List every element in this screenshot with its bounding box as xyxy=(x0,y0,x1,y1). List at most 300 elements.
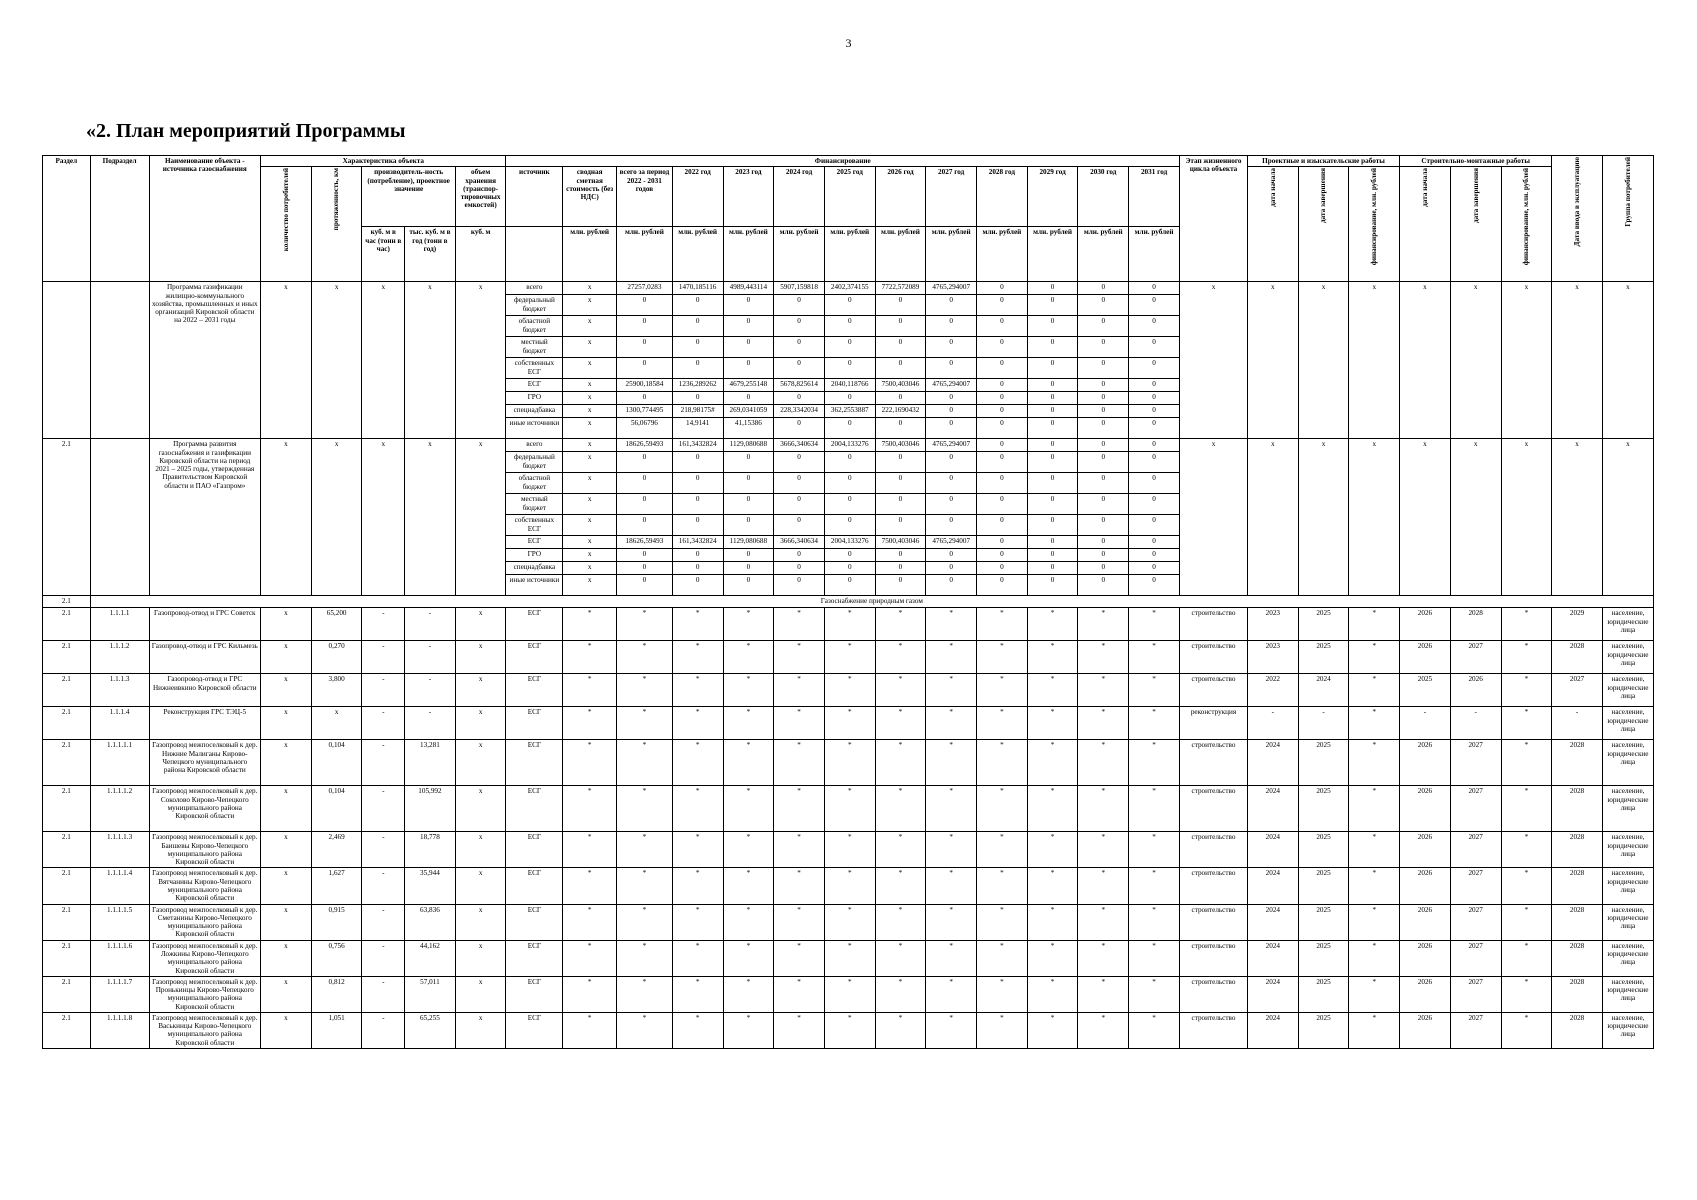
cell-length: 1,627 xyxy=(311,868,362,904)
cell-construction-start: 2026 xyxy=(1400,740,1451,786)
cell-value: 0 xyxy=(1129,337,1180,358)
cell-capacity-hour: - xyxy=(362,707,405,740)
cell-value: 0 xyxy=(1078,536,1129,549)
unit-empty xyxy=(506,227,563,282)
cell-value: * xyxy=(723,674,774,707)
cell-value: * xyxy=(824,904,875,940)
cell-value: 0 xyxy=(1129,405,1180,418)
cell-design-financing: * xyxy=(1349,976,1400,1012)
cell-value: * xyxy=(824,608,875,641)
cell-value: 1236,289262 xyxy=(672,379,723,392)
cell-razdel: 2.1 xyxy=(43,740,91,786)
cell-value: 269,0341059 xyxy=(723,405,774,418)
cell-value: 1129,080688 xyxy=(723,536,774,549)
cell-lifecycle: строительство xyxy=(1180,868,1248,904)
cell-value: * xyxy=(1129,904,1180,940)
cell-value: 0 xyxy=(774,418,825,439)
cell-value: 0 xyxy=(1129,295,1180,316)
cell-value: х xyxy=(563,418,617,439)
cell-consumers: х xyxy=(261,707,312,740)
cell-value: * xyxy=(977,976,1028,1012)
cell-source: ЕСГ xyxy=(506,536,563,549)
cell-value: 0 xyxy=(824,316,875,337)
cell-source: ЕСГ xyxy=(506,379,563,392)
cell-value: 161,3432824 xyxy=(672,439,723,452)
cell-lifecycle: строительство xyxy=(1180,976,1248,1012)
cell-commissioning: - xyxy=(1552,707,1603,740)
cell-value: * xyxy=(1078,904,1129,940)
cell-value: * xyxy=(1027,1012,1078,1048)
cell-capacity-year: 105,992 xyxy=(405,786,456,832)
cell-value: 0 xyxy=(1129,379,1180,392)
cell-value: * xyxy=(672,641,723,674)
cell-commissioning: 2029 xyxy=(1552,608,1603,641)
cell-value: * xyxy=(875,641,926,674)
cell-source: ЕСГ xyxy=(506,641,563,674)
cell-x: х xyxy=(1552,439,1603,596)
cell-value: 0 xyxy=(824,575,875,596)
cell-value: 0 xyxy=(926,473,977,494)
cell-value: 0 xyxy=(1027,452,1078,473)
cell-value: 0 xyxy=(824,549,875,562)
cell-value: 0 xyxy=(977,379,1028,392)
cell-value: х xyxy=(563,358,617,379)
cell-x: х xyxy=(1298,439,1349,596)
cell-object-name: Газопровод межпоселковый к дер. Баишевы Кирово-Чепецкого муниципального района Кировской области xyxy=(149,832,261,868)
cell-value: * xyxy=(617,641,673,674)
cell-source: федеральный бюджет xyxy=(506,295,563,316)
cell-razdel: 2.1 xyxy=(43,641,91,674)
cell-value: 0 xyxy=(723,575,774,596)
cell-value: 0 xyxy=(926,575,977,596)
cell-value: 0 xyxy=(672,515,723,536)
cell-design-financing: * xyxy=(1349,832,1400,868)
cell-length: 0,915 xyxy=(311,904,362,940)
cell-value: * xyxy=(1078,608,1129,641)
cell-x: х xyxy=(405,439,456,596)
cell-value: 0 xyxy=(1129,316,1180,337)
cell-value: х xyxy=(563,295,617,316)
cell-value: * xyxy=(875,904,926,940)
financing-row xyxy=(43,439,1654,452)
cell-value: * xyxy=(563,740,617,786)
cell-value: * xyxy=(617,674,673,707)
cell-value: * xyxy=(926,904,977,940)
cell-value: 0 xyxy=(824,494,875,515)
cell-capacity-year: 18,778 xyxy=(405,832,456,868)
cell-value: * xyxy=(1027,786,1078,832)
cell-value: * xyxy=(672,940,723,976)
cell-value: 0 xyxy=(977,575,1028,596)
cell-value: 7500,403046 xyxy=(875,439,926,452)
cell-capacity-hour: - xyxy=(362,904,405,940)
cell-value: 18626,59493 xyxy=(617,536,673,549)
cell-value: 0 xyxy=(926,515,977,536)
cell-design-financing: * xyxy=(1349,1012,1400,1048)
cell-value: * xyxy=(977,832,1028,868)
cell-value: 0 xyxy=(1129,536,1180,549)
cell-value: * xyxy=(617,832,673,868)
cell-value: 0 xyxy=(875,575,926,596)
cell-construction-start: 2026 xyxy=(1400,1012,1451,1048)
cell-value: * xyxy=(723,740,774,786)
header-year: 2023 год xyxy=(723,167,774,227)
unit-mln: млн. рублей xyxy=(672,227,723,282)
cell-object-name: Газопровод межпоселковый к дер. Нижние Малиганы Кирово-Чепецкого муниципального района Кировской области xyxy=(149,740,261,786)
cell-value: * xyxy=(875,940,926,976)
cell-value: 0 xyxy=(977,337,1028,358)
cell-value: х xyxy=(563,494,617,515)
cell-source: ЕСГ xyxy=(506,976,563,1012)
cell-value: 0 xyxy=(672,452,723,473)
cell-value: 7500,403046 xyxy=(875,536,926,549)
cell-value: * xyxy=(824,786,875,832)
cell-value: * xyxy=(774,1012,825,1048)
cell-value: 0 xyxy=(1078,282,1129,295)
cell-value: * xyxy=(672,1012,723,1048)
header-design-works: Проектные и изыскательские работы xyxy=(1247,156,1399,167)
cell-value: 4765,294007 xyxy=(926,536,977,549)
header-year: 2029 год xyxy=(1027,167,1078,227)
cell-value: 0 xyxy=(1027,536,1078,549)
cell-value: 0 xyxy=(672,295,723,316)
unit-mln: млн. рублей xyxy=(723,227,774,282)
cell-value: * xyxy=(1027,674,1078,707)
cell-lifecycle: строительство xyxy=(1180,641,1248,674)
cell-value: 0 xyxy=(1078,515,1129,536)
cell-storage: х xyxy=(455,740,506,786)
cell-source: ЕСГ xyxy=(506,740,563,786)
cell-length: 1,051 xyxy=(311,1012,362,1048)
unit-cubic-per-hour: куб. м в час (тонн в час) xyxy=(362,227,405,282)
cell-value: * xyxy=(1129,641,1180,674)
cell-commissioning: 2027 xyxy=(1552,674,1603,707)
cell-value: 27257,0283 xyxy=(617,282,673,295)
cell-value: 0 xyxy=(1129,358,1180,379)
cell-consumer-group: население, юридические лица xyxy=(1602,740,1653,786)
cell-value: 7722,572089 xyxy=(875,282,926,295)
header-year: 2026 год xyxy=(875,167,926,227)
cell-value: 4765,294007 xyxy=(926,282,977,295)
object-row xyxy=(43,832,1654,868)
cell-design-end: 2025 xyxy=(1298,868,1349,904)
cell-value: 0 xyxy=(617,316,673,337)
cell-podrazdel: 1.1.1.1.4 xyxy=(90,868,149,904)
cell-value: * xyxy=(1129,674,1180,707)
cell-design-financing: * xyxy=(1349,868,1400,904)
header-year: 2024 год xyxy=(774,167,825,227)
cell-razdel: 2.1 xyxy=(43,976,91,1012)
cell-capacity-hour: - xyxy=(362,868,405,904)
cell-value: 0 xyxy=(1129,282,1180,295)
cell-value: * xyxy=(1078,832,1129,868)
cell-value: 0 xyxy=(824,337,875,358)
cell-construction-end: 2026 xyxy=(1450,674,1501,707)
cell-value: 0 xyxy=(1027,316,1078,337)
cell-value: * xyxy=(723,868,774,904)
cell-podrazdel: 1.1.1.2 xyxy=(90,641,149,674)
cell-object-name: Газопровод межпоселковый к дер. Ложкины Кирово-Чепецкого муниципального района Кировской области xyxy=(149,940,261,976)
cell-value: 0 xyxy=(875,494,926,515)
cell-value: * xyxy=(926,832,977,868)
cell-value: 0 xyxy=(926,418,977,439)
cell-value: 0 xyxy=(774,494,825,515)
cell-value: 228,3342034 xyxy=(774,405,825,418)
cell-value: * xyxy=(774,832,825,868)
cell-value: * xyxy=(1027,868,1078,904)
cell-value: х xyxy=(563,392,617,405)
cell-design-start: - xyxy=(1247,707,1298,740)
cell-value: 0 xyxy=(723,549,774,562)
cell-value: 0 xyxy=(926,549,977,562)
financing-row xyxy=(43,282,1654,295)
cell-value: 0 xyxy=(1078,379,1129,392)
cell-value: 0 xyxy=(1027,473,1078,494)
cell-value: * xyxy=(977,740,1028,786)
cell-value: 0 xyxy=(672,358,723,379)
cell-value: * xyxy=(1027,832,1078,868)
cell-value: 0 xyxy=(926,405,977,418)
cell-podrazdel: 1.1.1.1.3 xyxy=(90,832,149,868)
cell-value: * xyxy=(774,707,825,740)
cell-x: х xyxy=(1501,282,1552,439)
cell-value: * xyxy=(672,832,723,868)
cell-value: 0 xyxy=(1078,439,1129,452)
cell-value: * xyxy=(1078,786,1129,832)
cell-consumer-group: население, юридические лица xyxy=(1602,786,1653,832)
cell-value: 0 xyxy=(672,473,723,494)
cell-x: х xyxy=(1247,439,1298,596)
cell-value: 0 xyxy=(774,452,825,473)
cell-value: * xyxy=(1078,976,1129,1012)
cell-consumers: х xyxy=(261,786,312,832)
cell-value: * xyxy=(672,868,723,904)
cell-value: 0 xyxy=(617,494,673,515)
cell-value: * xyxy=(875,608,926,641)
cell-value: * xyxy=(617,1012,673,1048)
cell-capacity-year: 63,836 xyxy=(405,904,456,940)
cell-value: 0 xyxy=(977,392,1028,405)
cell-value: 0 xyxy=(926,452,977,473)
cell-design-start: 2024 xyxy=(1247,904,1298,940)
header-length: протяженность, км xyxy=(311,167,362,282)
cell-value: * xyxy=(1078,940,1129,976)
cell-value: 0 xyxy=(1078,316,1129,337)
cell-value: 0 xyxy=(926,358,977,379)
cell-value: 0 xyxy=(1078,295,1129,316)
cell-value: 0 xyxy=(723,515,774,536)
cell-construction-end: - xyxy=(1450,707,1501,740)
cell-value: * xyxy=(723,976,774,1012)
cell-razdel xyxy=(43,282,91,439)
cell-value: * xyxy=(977,868,1028,904)
cell-construction-financing: * xyxy=(1501,976,1552,1012)
cell-value: * xyxy=(723,608,774,641)
cell-length: 3,800 xyxy=(311,674,362,707)
cell-value: * xyxy=(824,1012,875,1048)
cell-value: 1129,080688 xyxy=(723,439,774,452)
cell-value: * xyxy=(875,740,926,786)
cell-x: х xyxy=(1602,282,1653,439)
cell-value: 0 xyxy=(875,452,926,473)
cell-value: * xyxy=(875,1012,926,1048)
cell-storage: х xyxy=(455,976,506,1012)
cell-source: ЕСГ xyxy=(506,832,563,868)
cell-value: 0 xyxy=(977,282,1028,295)
cell-value: * xyxy=(723,1012,774,1048)
cell-value: * xyxy=(1129,1012,1180,1048)
cell-design-start: 2024 xyxy=(1247,868,1298,904)
cell-source: ЕСГ xyxy=(506,608,563,641)
cell-podrazdel xyxy=(90,439,149,596)
cell-construction-financing: * xyxy=(1501,740,1552,786)
cell-storage: х xyxy=(455,674,506,707)
header-year: 2031 год xyxy=(1129,167,1180,227)
header-construction-financing: финансирование, млн. рублей xyxy=(1501,167,1552,282)
cell-source: собственных ЕСГ xyxy=(506,358,563,379)
cell-value: 0 xyxy=(1078,418,1129,439)
cell-value: 0 xyxy=(875,562,926,575)
cell-x: х xyxy=(455,439,506,596)
cell-razdel: 2.1 xyxy=(43,439,91,596)
cell-program-name: Программа газификации жилищно-коммунального хозяйства, промышленных и иных организаций Кировской области на 2022 – 2031 годы xyxy=(149,282,261,439)
cell-value: 18626,59493 xyxy=(617,439,673,452)
cell-value: * xyxy=(672,904,723,940)
cell-razdel: 2.1 xyxy=(43,904,91,940)
cell-value: * xyxy=(875,868,926,904)
unit-mln: млн. рублей xyxy=(1078,227,1129,282)
cell-value: * xyxy=(672,707,723,740)
cell-value: 0 xyxy=(1027,439,1078,452)
cell-value: 0 xyxy=(824,418,875,439)
cell-value: * xyxy=(1078,674,1129,707)
cell-capacity-hour: - xyxy=(362,976,405,1012)
unit-mln: млн. рублей xyxy=(563,227,617,282)
cell-construction-end: 2027 xyxy=(1450,832,1501,868)
cell-object-name: Реконструкция ГРС ТЭЦ-5 xyxy=(149,707,261,740)
header-financing: Финансирование xyxy=(506,156,1180,167)
cell-value: 0 xyxy=(1027,295,1078,316)
cell-consumers: х xyxy=(261,1012,312,1048)
cell-value: * xyxy=(1078,707,1129,740)
header-year: 2030 год xyxy=(1078,167,1129,227)
cell-source: областной бюджет xyxy=(506,316,563,337)
cell-podrazdel xyxy=(90,282,149,439)
cell-value: * xyxy=(977,641,1028,674)
cell-value: * xyxy=(875,976,926,1012)
cell-capacity-hour: - xyxy=(362,674,405,707)
cell-capacity-year: 44,162 xyxy=(405,940,456,976)
cell-object-name: Газопровод-отвод и ГРС Кильмезь xyxy=(149,641,261,674)
cell-value: 0 xyxy=(875,515,926,536)
cell-value: * xyxy=(926,1012,977,1048)
cell-podrazdel: 1.1.1.1.7 xyxy=(90,976,149,1012)
header-year: 2022 год xyxy=(672,167,723,227)
header-storage: объем хранения (транспор-тировочных емкостей) xyxy=(455,167,506,227)
cell-value: * xyxy=(1078,641,1129,674)
cell-x: х xyxy=(311,439,362,596)
cell-razdel: 2.1 xyxy=(43,786,91,832)
cell-value: 0 xyxy=(774,358,825,379)
cell-consumers: х xyxy=(261,608,312,641)
cell-value: 0 xyxy=(672,562,723,575)
cell-object-name: Газопровод межпоселковый к дер. Сметанины Кирово-Чепецкого муниципального района Кировской области xyxy=(149,904,261,940)
cell-value: * xyxy=(1027,940,1078,976)
cell-consumer-group: население, юридические лица xyxy=(1602,674,1653,707)
object-row xyxy=(43,707,1654,740)
cell-value: * xyxy=(977,904,1028,940)
cell-value: 0 xyxy=(926,494,977,515)
cell-value: * xyxy=(1027,608,1078,641)
cell-value: * xyxy=(563,641,617,674)
unit-mln: млн. рублей xyxy=(774,227,825,282)
cell-value: * xyxy=(774,641,825,674)
cell-razdel: 2.1 xyxy=(43,596,91,608)
cell-construction-start: - xyxy=(1400,707,1451,740)
cell-value: * xyxy=(875,674,926,707)
cell-value: 0 xyxy=(1027,379,1078,392)
cell-value: * xyxy=(723,832,774,868)
cell-value: 0 xyxy=(1129,549,1180,562)
header-estimate: сводная сметная стоимость (без НДС) xyxy=(563,167,617,227)
cell-value: 0 xyxy=(1129,575,1180,596)
cell-razdel: 2.1 xyxy=(43,608,91,641)
cell-length: 0,104 xyxy=(311,740,362,786)
cell-value: 0 xyxy=(774,392,825,405)
cell-object-name: Газопровод-отвод и ГРС Нижнеивкино Кировской области xyxy=(149,674,261,707)
cell-value: * xyxy=(926,674,977,707)
cell-value: * xyxy=(617,740,673,786)
header-construction-start: дата начала xyxy=(1400,167,1451,282)
cell-design-financing: * xyxy=(1349,707,1400,740)
cell-value: 0 xyxy=(977,295,1028,316)
cell-value: 0 xyxy=(617,575,673,596)
cell-value: * xyxy=(672,786,723,832)
cell-x: х xyxy=(1180,282,1248,439)
cell-value: * xyxy=(563,976,617,1012)
plan-table xyxy=(42,155,1654,1049)
cell-value: 0 xyxy=(926,316,977,337)
cell-construction-financing: * xyxy=(1501,1012,1552,1048)
cell-construction-end: 2027 xyxy=(1450,904,1501,940)
section-row xyxy=(43,596,1654,608)
cell-value: 0 xyxy=(1078,494,1129,515)
cell-consumer-group: население, юридические лица xyxy=(1602,608,1653,641)
cell-construction-financing: * xyxy=(1501,707,1552,740)
cell-value: * xyxy=(723,786,774,832)
cell-value: * xyxy=(563,674,617,707)
cell-source: собственных ЕСГ xyxy=(506,515,563,536)
header-commissioning: Дата ввода в эксплуатацию xyxy=(1552,156,1603,282)
cell-consumer-group: население, юридические лица xyxy=(1602,976,1653,1012)
cell-value: * xyxy=(824,976,875,1012)
cell-value: 0 xyxy=(774,549,825,562)
header-characteristics: Характеристика объекта xyxy=(261,156,506,167)
cell-value: 0 xyxy=(617,452,673,473)
cell-source: областной бюджет xyxy=(506,473,563,494)
object-row xyxy=(43,904,1654,940)
cell-value: * xyxy=(926,786,977,832)
cell-design-financing: * xyxy=(1349,904,1400,940)
unit-mln: млн. рублей xyxy=(926,227,977,282)
cell-design-financing: * xyxy=(1349,786,1400,832)
cell-value: * xyxy=(1078,740,1129,786)
unit-cubic: куб. м xyxy=(455,227,506,282)
cell-design-start: 2022 xyxy=(1247,674,1298,707)
cell-value: * xyxy=(672,674,723,707)
cell-design-financing: * xyxy=(1349,641,1400,674)
cell-capacity-hour: - xyxy=(362,832,405,868)
